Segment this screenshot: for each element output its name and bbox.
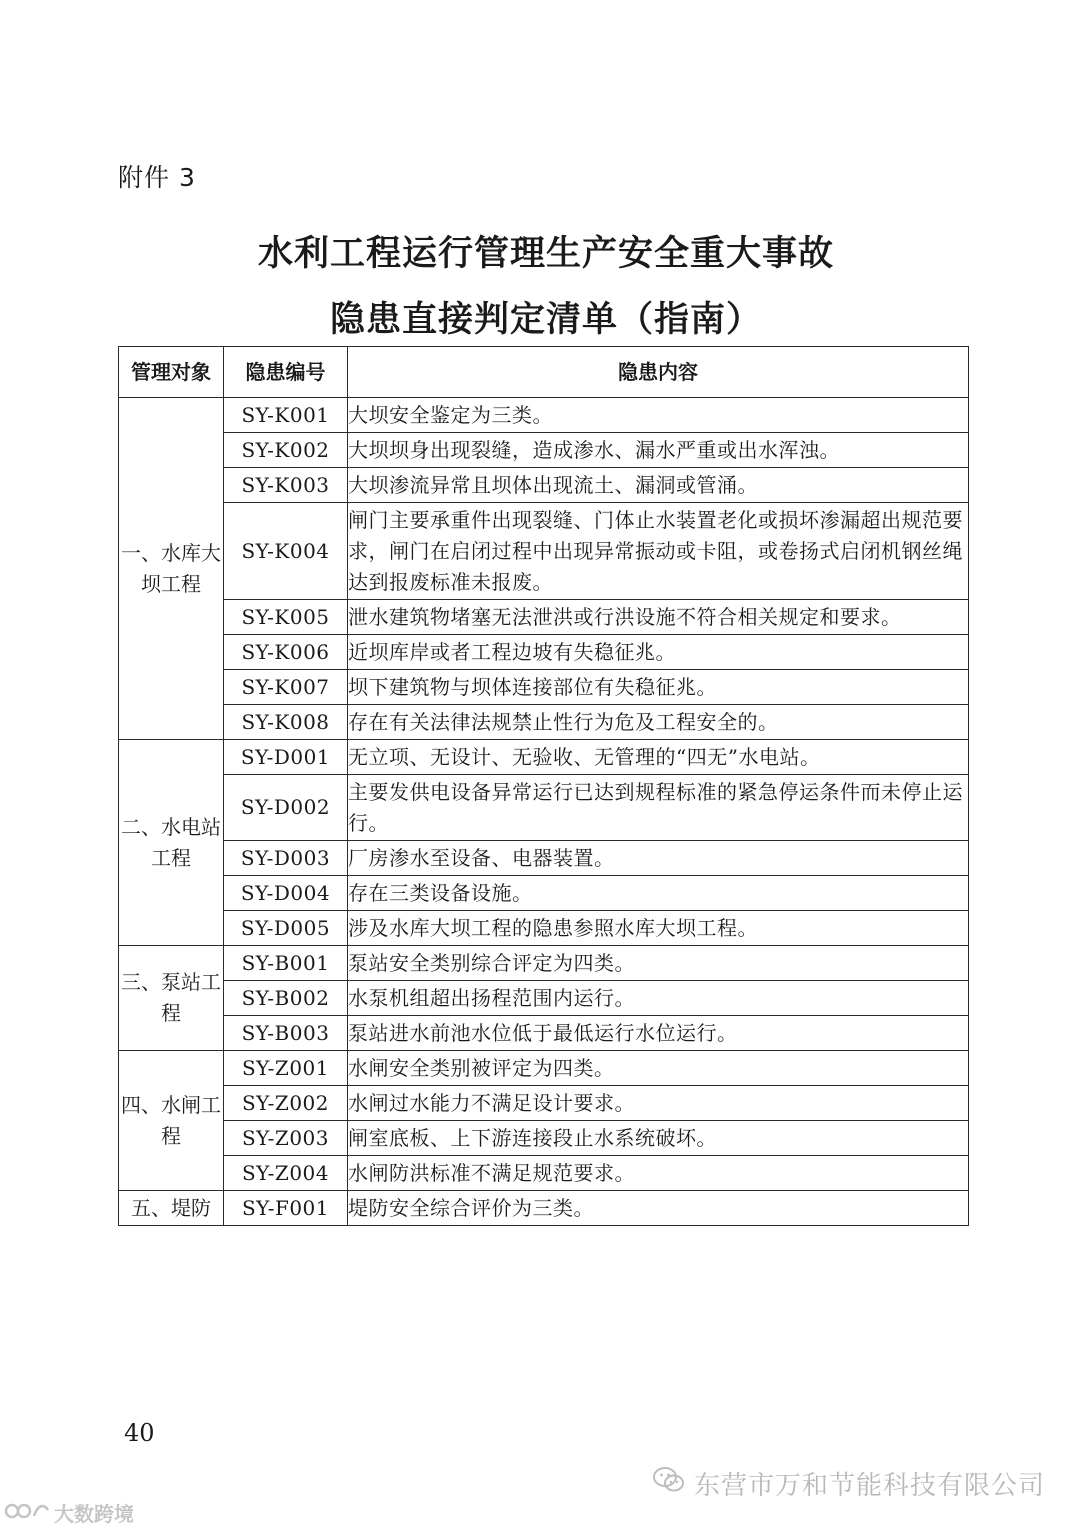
hazard-content: 大坝安全鉴定为三类。 — [348, 398, 969, 433]
table-row — [119, 841, 969, 876]
hazard-content: 存在三类设备设施。 — [348, 876, 969, 911]
hazard-content: 存在有关法律法规禁止性行为危及工程安全的。 — [348, 705, 969, 740]
watermark-company — [652, 1465, 1045, 1502]
wechat-icon — [652, 1466, 694, 1501]
hazard-content: 涉及水库大坝工程的隐患参照水库大坝工程。 — [348, 911, 969, 946]
hazard-content: 闸门主要承重件出现裂缝、门体止水装置老化或损坏渗漏超出规范要求，闸门在启闭过程中出现异常振动或卡阻，或卷扬式启闭机钢丝绳达到报废标准未报废。 — [348, 503, 969, 600]
hazard-content: 水闸安全类别被评定为四类。 — [348, 1051, 969, 1086]
header-management-object: 管理对象 — [119, 347, 224, 398]
hazard-code: SY-B001 — [224, 946, 348, 981]
table-row — [119, 398, 969, 433]
hazard-code: SY-Z004 — [224, 1156, 348, 1191]
table-row — [119, 1051, 969, 1086]
hazard-content: 水闸防洪标准不满足规范要求。 — [348, 1156, 969, 1191]
table-row — [119, 705, 969, 740]
hazard-content: 主要发供电设备异常运行已达到规程标准的紧急停运条件而未停止运行。 — [348, 775, 969, 841]
table-row — [119, 670, 969, 705]
hazard-code: SY-F001 — [224, 1191, 348, 1226]
hazard-code: SY-B003 — [224, 1016, 348, 1051]
hazard-content: 坝下建筑物与坝体连接部位有失稳征兆。 — [348, 670, 969, 705]
hazard-code: SY-Z002 — [224, 1086, 348, 1121]
hazard-content: 堤防安全综合评价为三类。 — [348, 1191, 969, 1226]
table-row — [119, 911, 969, 946]
header-hazard-code: 隐患编号 — [224, 347, 348, 398]
category-cell: 三、泵站工程 — [119, 946, 224, 1051]
hazard-code: SY-K006 — [224, 635, 348, 670]
hazard-content: 泵站进水前池水位低于最低运行水位运行。 — [348, 1016, 969, 1051]
watermark-company-text: 东营市万和节能科技有限公司 — [694, 1471, 1046, 1501]
header-hazard-content: 隐患内容 — [348, 347, 969, 398]
dashu-logo-icon — [4, 1498, 54, 1527]
watermark-source — [4, 1498, 134, 1527]
hazard-content: 无立项、无设计、无验收、无管理的“四无”水电站。 — [348, 740, 969, 775]
table-row — [119, 1086, 969, 1121]
hazard-code: SY-D002 — [224, 775, 348, 841]
hazard-content: 水泵机组超出扬程范围内运行。 — [348, 981, 969, 1016]
document-title-line-2: 隐患直接判定清单（指南） — [329, 300, 762, 340]
hazard-table — [118, 346, 969, 1226]
attachment-label: 附件 3 — [118, 163, 196, 192]
hazard-code: SY-K004 — [224, 503, 348, 600]
table-row — [119, 740, 969, 775]
table-row — [119, 1016, 969, 1051]
hazard-content: 闸室底板、上下游连接段止水系统破坏。 — [348, 1121, 969, 1156]
category-cell: 五、堤防 — [119, 1191, 224, 1226]
hazard-code: SY-K005 — [224, 600, 348, 635]
table-row — [119, 600, 969, 635]
table-row — [119, 635, 969, 670]
category-cell: 一、水库大坝工程 — [119, 398, 224, 740]
hazard-code: SY-D003 — [224, 841, 348, 876]
category-cell: 四、水闸工程 — [119, 1051, 224, 1191]
hazard-code: SY-K001 — [224, 398, 348, 433]
table-row — [119, 433, 969, 468]
document-title-line-1: 水利工程运行管理生产安全重大事故 — [257, 234, 834, 274]
hazard-code: SY-Z001 — [224, 1051, 348, 1086]
hazard-content: 泄水建筑物堵塞无法泄洪或行洪设施不符合相关规定和要求。 — [348, 600, 969, 635]
hazard-code: SY-Z003 — [224, 1121, 348, 1156]
table-row — [119, 775, 969, 841]
hazard-code: SY-D005 — [224, 911, 348, 946]
hazard-code: SY-K007 — [224, 670, 348, 705]
hazard-code: SY-B002 — [224, 981, 348, 1016]
table-row — [119, 468, 969, 503]
table-row — [119, 1191, 969, 1226]
category-cell: 二、水电站工程 — [119, 740, 224, 946]
hazard-content: 大坝渗流异常且坝体出现流土、漏洞或管涌。 — [348, 468, 969, 503]
hazard-code: SY-K003 — [224, 468, 348, 503]
hazard-content: 厂房渗水至设备、电器装置。 — [348, 841, 969, 876]
hazard-code: SY-K008 — [224, 705, 348, 740]
table-row — [119, 946, 969, 981]
hazard-code: SY-D004 — [224, 876, 348, 911]
table-row — [119, 503, 969, 600]
table-header-row — [119, 347, 969, 398]
page-number: 40 — [124, 1419, 155, 1447]
hazard-content: 水闸过水能力不满足设计要求。 — [348, 1086, 969, 1121]
table-row — [119, 876, 969, 911]
table-row — [119, 981, 969, 1016]
table-row — [119, 1121, 969, 1156]
table-row — [119, 1156, 969, 1191]
hazard-content: 大坝坝身出现裂缝，造成渗水、漏水严重或出水浑浊。 — [348, 433, 969, 468]
hazard-code: SY-D001 — [224, 740, 348, 775]
hazard-code: SY-K002 — [224, 433, 348, 468]
hazard-content: 泵站安全类别综合评定为四类。 — [348, 946, 969, 981]
hazard-content: 近坝库岸或者工程边坡有失稳征兆。 — [348, 635, 969, 670]
watermark-source-text: 大数跨境 — [54, 1502, 134, 1526]
